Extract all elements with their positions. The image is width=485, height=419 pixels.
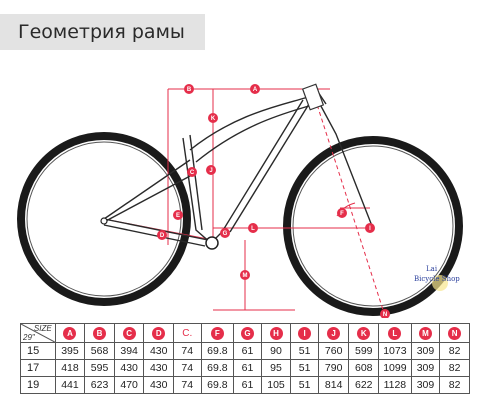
table-cell: 470 — [114, 377, 144, 394]
svg-text:D: D — [159, 233, 165, 239]
table-cell: 74 — [174, 343, 202, 360]
table-cell: 608 — [349, 360, 379, 377]
column-header: A — [55, 324, 85, 343]
svg-text:M: M — [242, 273, 248, 279]
badge-c — [187, 167, 197, 177]
table-cell: 1073 — [379, 343, 412, 360]
column-header: M — [411, 324, 440, 343]
table-cell: 430 — [114, 360, 144, 377]
column-header: J — [318, 324, 349, 343]
table-cell: 1099 — [379, 360, 412, 377]
table-cell: 395 — [55, 343, 85, 360]
table-cell: 74 — [174, 377, 202, 394]
column-header: H — [261, 324, 291, 343]
column-header: G — [234, 324, 262, 343]
table-cell: 790 — [318, 360, 349, 377]
table-cell: 430 — [144, 377, 174, 394]
frame-geometry-diagram — [0, 78, 485, 318]
column-header: F — [201, 324, 234, 343]
table-cell: 69.8 — [201, 360, 234, 377]
badge-g — [220, 228, 230, 238]
column-header: B — [85, 324, 115, 343]
svg-text:C: C — [189, 170, 195, 176]
table-cell: 441 — [55, 377, 85, 394]
table-cell: 82 — [440, 377, 470, 394]
badge-j — [206, 165, 216, 175]
svg-text:Bicycle Shop: Bicycle Shop — [414, 275, 460, 283]
table-cell: 814 — [318, 377, 349, 394]
table-cell: 61 — [234, 360, 262, 377]
rear-hub — [101, 218, 107, 224]
badge-k — [208, 113, 218, 123]
table-cell: 51 — [291, 377, 319, 394]
svg-text:G: G — [222, 231, 228, 237]
svg-text:J: J — [209, 168, 213, 174]
table-cell: 568 — [85, 343, 115, 360]
svg-text:E: E — [175, 213, 181, 219]
table-cell: 105 — [261, 377, 291, 394]
column-header: I — [291, 324, 319, 343]
shop-logo — [414, 265, 460, 291]
bottom-bracket — [206, 237, 218, 249]
table-row — [21, 377, 470, 394]
table-cell: 51 — [291, 360, 319, 377]
table-cell: 623 — [85, 377, 115, 394]
table-cell: 309 — [411, 343, 440, 360]
table-cell: 760 — [318, 343, 349, 360]
table-cell: 595 — [85, 360, 115, 377]
svg-text:L: L — [251, 226, 255, 232]
badge-e — [173, 210, 183, 220]
svg-text:F: F — [340, 211, 344, 217]
table-header-row — [21, 324, 470, 343]
table-cell: 82 — [440, 343, 470, 360]
size-cell: 15 — [21, 343, 56, 360]
size-cell: 19 — [21, 377, 56, 394]
page-title: Геометрия рамы — [18, 21, 185, 43]
size-wheel-header: SIZE 29" — [21, 324, 56, 343]
table-cell: 430 — [144, 360, 174, 377]
svg-text:I: I — [369, 226, 371, 232]
table-cell: 309 — [411, 377, 440, 394]
table-cell: 1128 — [379, 377, 412, 394]
table-cell: 418 — [55, 360, 85, 377]
table-cell: 95 — [261, 360, 291, 377]
badge-a — [250, 84, 260, 94]
table-cell: 61 — [234, 343, 262, 360]
badge-f — [337, 208, 347, 218]
column-header: N — [440, 324, 470, 343]
column-header: L — [379, 324, 412, 343]
table-row — [21, 360, 470, 377]
badge-d — [157, 230, 167, 240]
table-cell: 394 — [114, 343, 144, 360]
table-cell: 51 — [291, 343, 319, 360]
svg-text:Lai: Lai — [426, 265, 438, 273]
table-row — [21, 343, 470, 360]
table-cell: 90 — [261, 343, 291, 360]
column-header: D — [144, 324, 174, 343]
svg-text:N: N — [382, 312, 388, 318]
size-cell: 17 — [21, 360, 56, 377]
table-cell: 69.8 — [201, 377, 234, 394]
table-cell: 82 — [440, 360, 470, 377]
table-cell: 309 — [411, 360, 440, 377]
table-cell: 430 — [144, 343, 174, 360]
geometry-table — [20, 323, 470, 394]
table-cell: 74 — [174, 360, 202, 377]
table-cell: 69.8 — [201, 343, 234, 360]
column-header: K — [349, 324, 379, 343]
badge-i — [365, 223, 375, 233]
badge-m — [240, 270, 250, 280]
column-header: C. — [174, 324, 202, 343]
header-banner — [0, 14, 205, 50]
svg-text:A: A — [252, 87, 258, 93]
table-cell: 622 — [349, 377, 379, 394]
badge-b — [184, 84, 194, 94]
bike-frame — [104, 92, 372, 246]
table-cell: 61 — [234, 377, 262, 394]
column-header: C — [114, 324, 144, 343]
svg-text:K: K — [210, 116, 216, 122]
svg-text:B: B — [186, 87, 192, 93]
badge-l — [248, 223, 258, 233]
table-cell: 599 — [349, 343, 379, 360]
